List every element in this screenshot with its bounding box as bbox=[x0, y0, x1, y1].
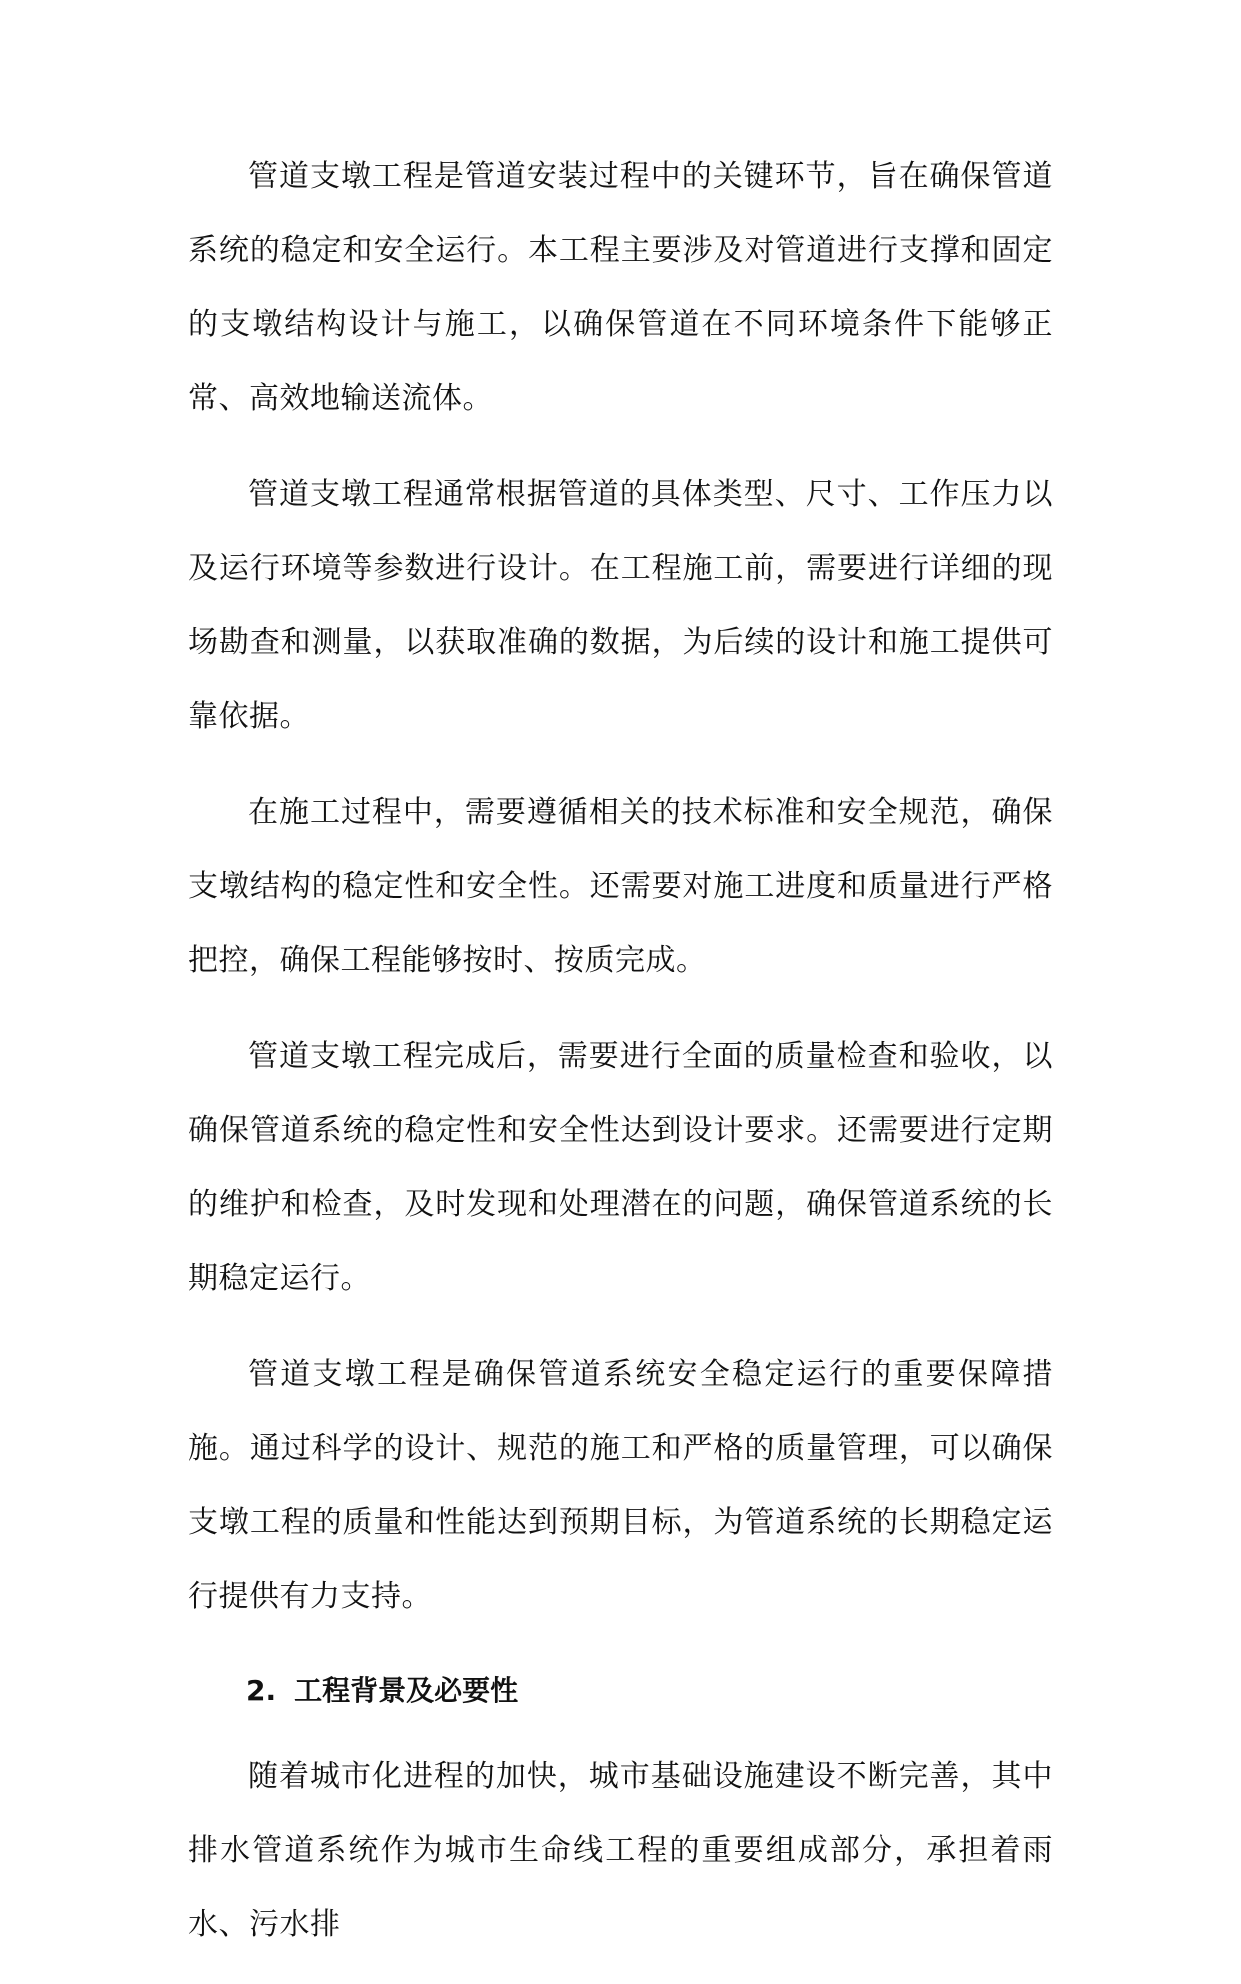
body-paragraph: 随着城市化进程的加快，城市基础设施建设不断完善，其中排水管道系统作为城市生命线工程的重要组成部分，承担着雨水、污水排 bbox=[188, 1759, 1053, 1942]
body-paragraph: 管道支墩工程完成后，需要进行全面的质量检查和验收，以确保管道系统的稳定性和安全性达到设计要求。还需要进行定期的维护和检查，及时发现和处理潜在的问题，确保管道系统的长期稳定运行。 bbox=[188, 1039, 1053, 1296]
body-paragraph: 管道支墩工程是管道安装过程中的关键环节，旨在确保管道系统的稳定和安全运行。本工程主要涉及对管道进行支撑和固定的支墩结构设计与施工，以确保管道在不同环境条件下能够正常、高效地输送流体。 bbox=[188, 159, 1053, 416]
document-page bbox=[188, 140, 1053, 1984]
body-paragraph: 管道支墩工程通常根据管道的具体类型、尺寸、工作压力以及运行环境等参数进行设计。在工程施工前，需要进行详细的现场勘查和测量，以获取准确的数据，为后续的设计和施工提供可靠依据。 bbox=[188, 477, 1053, 734]
body-paragraph: 在施工过程中，需要遵循相关的技术标准和安全规范，确保支墩结构的稳定性和安全性。还需要对施工进度和质量进行严格把控，确保工程能够按时、按质完成。 bbox=[188, 795, 1053, 978]
section-title: 工程背景及必要性 bbox=[294, 1674, 519, 1707]
section-number: 2. bbox=[246, 1674, 277, 1707]
section-heading bbox=[188, 1656, 1053, 1726]
body-paragraph: 管道支墩工程是确保管道系统安全稳定运行的重要保障措施。通过科学的设计、规范的施工和严格的质量管理，可以确保支墩工程的质量和性能达到预期目标，为管道系统的长期稳定运行提供有力支持。 bbox=[188, 1357, 1053, 1614]
